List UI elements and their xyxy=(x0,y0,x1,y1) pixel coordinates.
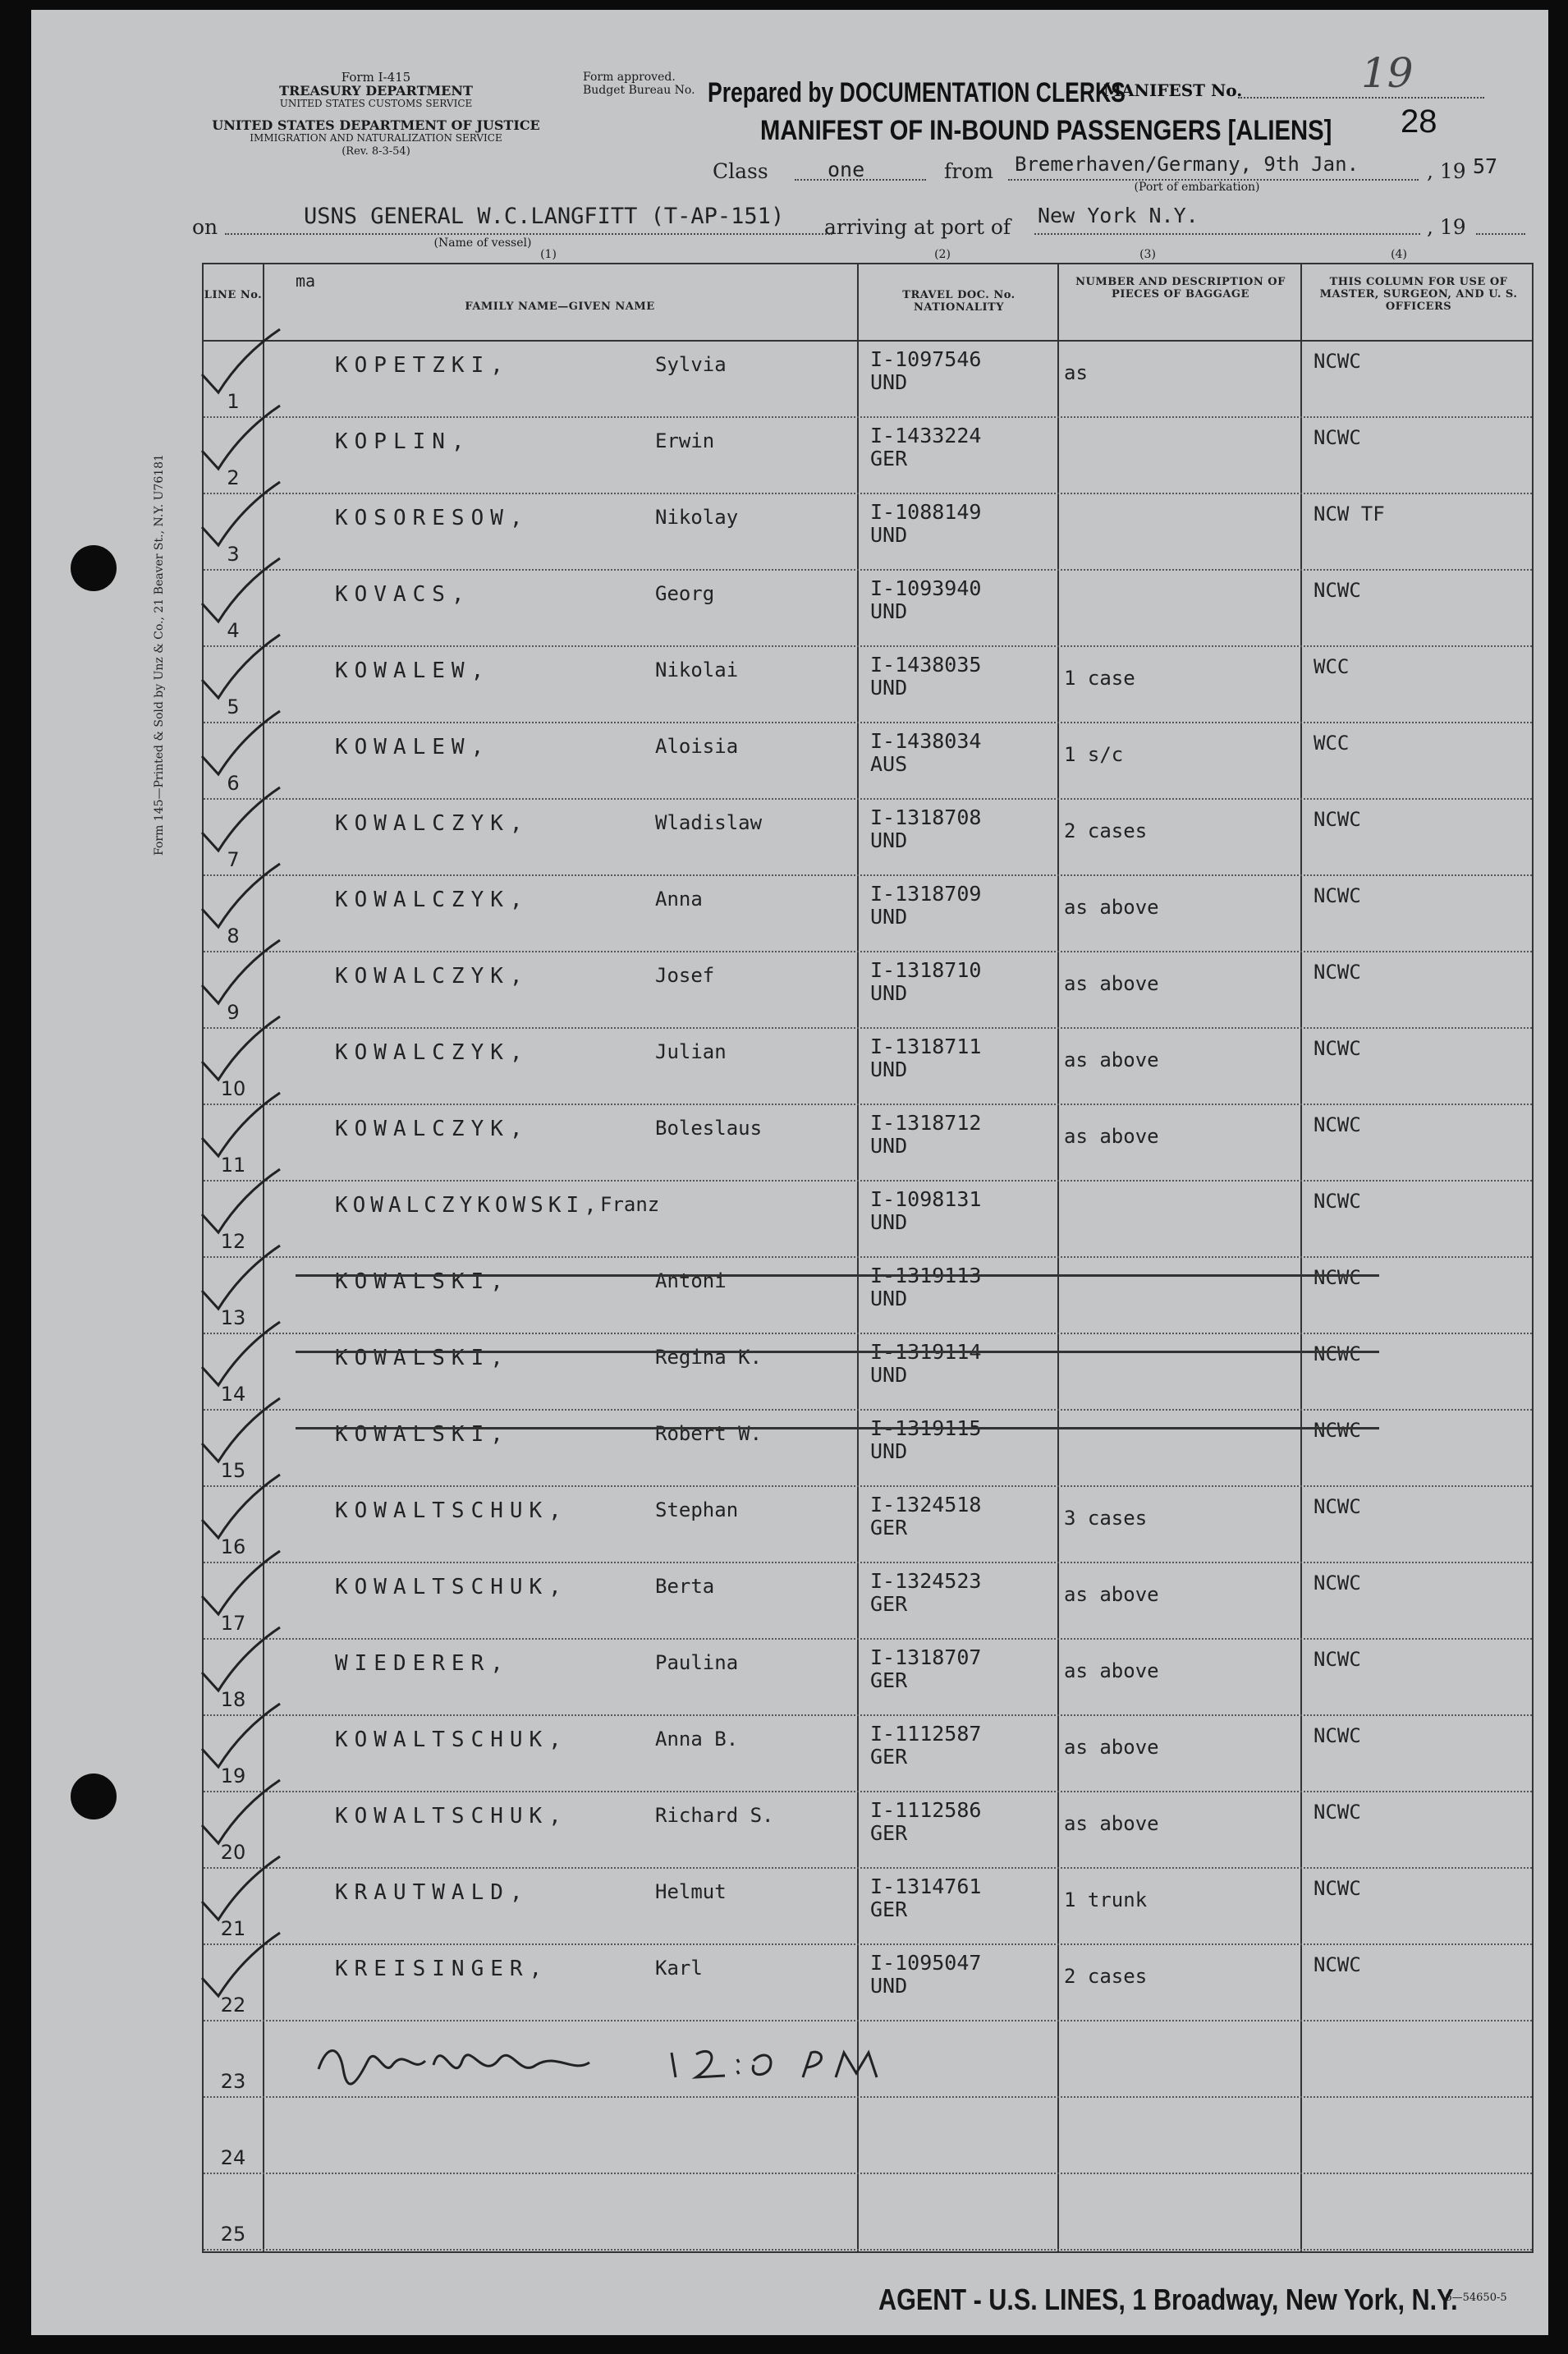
travel-doc-number: I-1095047 xyxy=(870,1951,982,1975)
inspector-signature xyxy=(310,2028,967,2094)
travel-doc xyxy=(870,1188,981,1234)
vessel-note: (Name of vessel) xyxy=(433,236,532,250)
officer-note: NCWC xyxy=(1314,350,1361,373)
col-name-header: FAMILY NAME—GIVEN NAME xyxy=(465,301,655,313)
nationality: UND xyxy=(870,1439,908,1463)
travel-doc xyxy=(870,348,981,394)
travel-doc xyxy=(870,1723,981,1769)
family-name: KOWALTSCHUK, xyxy=(335,1498,568,1523)
line-number: 4 xyxy=(227,619,240,642)
class-label: Class xyxy=(713,159,768,183)
vessel-name: USNS GENERAL W.C.LANGFITT (T-AP-151) xyxy=(304,204,785,229)
table-row xyxy=(204,1869,1532,1945)
family-name: KOWALTSCHUK, xyxy=(335,1728,568,1752)
table-row xyxy=(204,952,1532,1029)
form-approved: Form approved. xyxy=(583,71,676,84)
given-name: Paulina xyxy=(655,1651,739,1674)
travel-doc xyxy=(870,577,981,623)
given-name: Regina K. xyxy=(655,1346,763,1369)
baggage-description: 1 trunk xyxy=(1064,1888,1148,1911)
col-baggage-header: NUMBER AND DESCRIPTION OF PIECES OF BAGGAGE xyxy=(1075,276,1286,301)
travel-doc xyxy=(870,1264,981,1310)
family-name: KOPLIN, xyxy=(335,429,471,454)
table-row xyxy=(204,1792,1532,1869)
line-number: 2 xyxy=(227,466,240,489)
officer-note: NCWC xyxy=(1314,1724,1361,1747)
baggage-description: as above xyxy=(1064,1659,1159,1682)
col-ma-mark: ma xyxy=(296,271,316,291)
nationality: UND xyxy=(870,905,908,929)
travel-doc-number: I-1438034 xyxy=(870,729,982,753)
line-number: 5 xyxy=(227,695,240,718)
check-mark-icon xyxy=(194,783,284,857)
travel-doc-number: I-1112586 xyxy=(870,1798,982,1822)
check-mark-icon xyxy=(194,1623,284,1697)
given-name: Franz xyxy=(600,1193,660,1216)
family-name: WIEDERER, xyxy=(335,1651,510,1676)
arriving-label: arriving at port of xyxy=(824,215,1011,239)
check-mark-icon xyxy=(194,1852,284,1926)
baggage-col-number: (3) xyxy=(1139,248,1156,261)
travel-doc xyxy=(870,501,981,547)
port-value: New York N.Y. xyxy=(1038,204,1199,227)
baggage-description: as above xyxy=(1064,1125,1159,1148)
table-row xyxy=(204,1640,1532,1716)
line-number: 18 xyxy=(220,1688,246,1711)
line-number: 1 xyxy=(227,390,240,413)
check-mark-icon xyxy=(194,1241,284,1315)
table-row xyxy=(204,1411,1532,1487)
year-prefix: , 19 xyxy=(1427,159,1466,183)
line-number: 8 xyxy=(227,925,240,948)
nationality: UND xyxy=(870,599,908,623)
revision: (Rev. 8-3-54) xyxy=(342,145,410,158)
line-number: 10 xyxy=(220,1077,246,1100)
table-row xyxy=(204,1945,1532,2021)
given-name: Berta xyxy=(655,1575,715,1598)
travel-doc-number: I-1433224 xyxy=(870,424,982,447)
line-number: 16 xyxy=(220,1535,246,1558)
travel-doc xyxy=(870,1952,981,1998)
family-name: KOWALTSCHUK, xyxy=(335,1575,568,1599)
justice-dept: UNITED STATES DEPARTMENT OF JUSTICE xyxy=(212,117,540,133)
manifest-no-handwritten: 19 xyxy=(1361,49,1414,97)
from-value: Bremerhaven/Germany, 9th Jan. xyxy=(1015,153,1359,176)
family-name: KOPETZKI, xyxy=(335,353,510,378)
family-name: KOWALCZYK, xyxy=(335,1040,530,1065)
given-name: Erwin xyxy=(655,429,715,452)
nationality: GER xyxy=(870,1516,908,1540)
given-name: Robert W. xyxy=(655,1422,763,1445)
check-mark-icon xyxy=(194,1394,284,1468)
travel-doc-number: I-1318707 xyxy=(870,1645,982,1669)
baggage-description: 3 cases xyxy=(1064,1507,1148,1530)
travel-doc-number: I-1319114 xyxy=(870,1340,982,1364)
given-name: Aloisia xyxy=(655,735,739,758)
table-row xyxy=(204,1105,1532,1182)
given-name: Nikolay xyxy=(655,506,739,529)
nationality: GER xyxy=(870,1897,908,1921)
line-number: 21 xyxy=(220,1917,246,1940)
family-name: KOWALSKI, xyxy=(335,1269,510,1294)
travel-doc xyxy=(870,1494,981,1540)
travel-doc-number: I-1318710 xyxy=(870,958,982,982)
nationality: GER xyxy=(870,1592,908,1616)
table-row xyxy=(204,1258,1532,1334)
baggage-description: 1 s/c xyxy=(1064,743,1124,766)
vessel-line xyxy=(225,233,832,235)
family-name: KOWALCZYK, xyxy=(335,1117,530,1141)
year-suffix: 57 xyxy=(1473,154,1498,178)
travel-doc-number: I-1088149 xyxy=(870,500,982,524)
line-number: 17 xyxy=(220,1612,246,1635)
officer-note: NCWC xyxy=(1314,1801,1361,1824)
given-name: Anna xyxy=(655,888,703,911)
table-row xyxy=(204,571,1532,647)
manifest-title: MANIFEST OF IN-BOUND PASSENGERS [ALIENS] xyxy=(760,115,1332,146)
check-mark-icon xyxy=(194,402,284,475)
travel-doc xyxy=(870,1417,981,1463)
embarkation-note: (Port of embarkation) xyxy=(1134,181,1260,194)
travel-doc-number: I-1318712 xyxy=(870,1111,982,1135)
given-name: Helmut xyxy=(655,1880,727,1903)
travel-doc-number: I-1318708 xyxy=(870,805,982,829)
family-name: KOSORESOW, xyxy=(335,506,530,530)
manifest-page xyxy=(31,10,1548,2335)
travel-doc-number: I-1324518 xyxy=(870,1493,982,1517)
officer-note: NCWC xyxy=(1314,1648,1361,1671)
table-row xyxy=(204,2174,1532,2251)
baggage-description: as above xyxy=(1064,1812,1159,1835)
baggage-description: 2 cases xyxy=(1064,819,1148,842)
baggage-description: as above xyxy=(1064,1583,1159,1606)
manifest-no-label: MANIFEST No. xyxy=(1103,80,1243,100)
nationality: UND xyxy=(870,1210,908,1234)
officer-note: NCWC xyxy=(1314,1495,1361,1518)
check-mark-icon xyxy=(194,1700,284,1774)
nationality: UND xyxy=(870,370,908,394)
officer-note: NCWC xyxy=(1314,884,1361,907)
nationality: UND xyxy=(870,981,908,1005)
baggage-description: 2 cases xyxy=(1064,1965,1148,1988)
customs-service: UNITED STATES CUSTOMS SERVICE xyxy=(279,98,473,109)
table-row xyxy=(204,1487,1532,1563)
check-mark-icon xyxy=(194,478,284,552)
table-row xyxy=(204,2098,1532,2174)
travel-doc xyxy=(870,1875,981,1921)
family-name: KOWALSKI, xyxy=(335,1346,510,1370)
officer-note: NCWC xyxy=(1314,1190,1361,1213)
travel-doc-number: I-1324523 xyxy=(870,1569,982,1593)
page-number: 28 xyxy=(1401,103,1437,140)
manifest-no-line xyxy=(1238,97,1484,99)
officer-note: WCC xyxy=(1314,732,1350,755)
treasury-dept: TREASURY DEPARTMENT xyxy=(279,83,473,99)
class-value: one xyxy=(828,158,865,181)
nationality: UND xyxy=(870,828,908,852)
nationality: UND xyxy=(870,1287,908,1310)
travel-doc xyxy=(870,730,981,776)
line-number: 14 xyxy=(220,1383,246,1406)
travel-doc xyxy=(870,1570,981,1616)
col-line-header: LINE No. xyxy=(204,289,263,301)
given-name: Nikolai xyxy=(655,658,739,681)
given-name: Josef xyxy=(655,964,715,987)
travel-doc-number: I-1319113 xyxy=(870,1264,982,1287)
officer-note: NCWC xyxy=(1314,1037,1361,1060)
check-mark-icon xyxy=(194,1318,284,1392)
budget-bureau: Budget Bureau No. xyxy=(583,84,695,97)
strike-through xyxy=(296,1351,1379,1353)
on-label: on xyxy=(192,215,218,239)
line-number: 9 xyxy=(227,1001,240,1024)
ins-service: IMMIGRATION AND NATURALIZATION SERVICE xyxy=(250,132,502,144)
from-label: from xyxy=(944,159,993,183)
travel-doc xyxy=(870,1341,981,1387)
check-mark-icon xyxy=(194,1929,284,2003)
table-row xyxy=(204,1563,1532,1640)
travel-doc-number: I-1098131 xyxy=(870,1187,982,1211)
family-name: KOWALTSCHUK, xyxy=(335,1804,568,1829)
baggage-description: as above xyxy=(1064,1736,1159,1759)
baggage-description: as above xyxy=(1064,1049,1159,1071)
table-row xyxy=(204,876,1532,952)
given-name: Stephan xyxy=(655,1498,739,1521)
check-mark-icon xyxy=(194,1165,284,1239)
travel-doc xyxy=(870,424,981,470)
line-number: 15 xyxy=(220,1459,246,1482)
table-row xyxy=(204,1029,1532,1105)
signature-handwriting xyxy=(310,2028,967,2094)
table-row xyxy=(204,800,1532,876)
officer-note: NCWC xyxy=(1314,1419,1361,1442)
officer-note: NCWC xyxy=(1314,1953,1361,1976)
check-mark-icon xyxy=(194,325,284,399)
arrive-year: , 19 xyxy=(1427,215,1466,239)
line-number: 23 xyxy=(220,2070,246,2093)
nationality: UND xyxy=(870,1134,908,1158)
line-number: 3 xyxy=(227,543,240,566)
family-name: KOVACS, xyxy=(335,582,471,607)
check-mark-icon xyxy=(194,860,284,934)
line-number: 12 xyxy=(220,1230,246,1253)
officers-col-number: (4) xyxy=(1391,248,1407,261)
family-name: KOWALSKI, xyxy=(335,1422,510,1447)
passenger-table xyxy=(202,263,1534,2253)
form-number: Form I-415 xyxy=(341,70,411,85)
given-name: Georg xyxy=(655,582,715,605)
officer-note: NCWC xyxy=(1314,961,1361,984)
travel-doc xyxy=(870,1112,981,1158)
baggage-description: as above xyxy=(1064,972,1159,995)
check-mark-icon xyxy=(194,936,284,1010)
family-name: KOWALCZYK, xyxy=(335,964,530,989)
col-officers-header: THIS COLUMN FOR USE OF MASTER, SURGEON, AND U. S. OFFICERS xyxy=(1319,276,1518,313)
strike-through xyxy=(296,1427,1379,1429)
check-mark-icon xyxy=(194,1776,284,1850)
given-name: Julian xyxy=(655,1040,727,1063)
line-number: 20 xyxy=(220,1841,246,1864)
line-number: 25 xyxy=(220,2223,246,2246)
punch-hole xyxy=(71,1774,117,1819)
travel-doc-number: I-1314761 xyxy=(870,1874,982,1898)
travel-doc xyxy=(870,1799,981,1845)
officer-note: NCWC xyxy=(1314,1342,1361,1365)
family-name: KOWALEW, xyxy=(335,658,491,683)
officer-note: NCWC xyxy=(1314,426,1361,449)
baggage-description: as xyxy=(1064,361,1088,384)
table-row xyxy=(204,418,1532,494)
arrive-year-line xyxy=(1476,233,1525,235)
family-name: KOWALEW, xyxy=(335,735,491,759)
nationality: GER xyxy=(870,1821,908,1845)
agent-footer: AGENT - U.S. LINES, 1 Broadway, New York, N.Y. xyxy=(878,2283,1458,2316)
line-number: 22 xyxy=(220,1994,246,2017)
check-mark-icon xyxy=(194,1012,284,1086)
nationality: UND xyxy=(870,1058,908,1081)
family-name: KOWALCZYK, xyxy=(335,811,530,836)
travel-doc-number: I-1319115 xyxy=(870,1416,982,1440)
travel-doc-number: I-1318709 xyxy=(870,882,982,906)
travel-doc-number: I-1318711 xyxy=(870,1035,982,1058)
nationality: UND xyxy=(870,523,908,547)
strike-through xyxy=(296,1274,1379,1277)
given-name: Wladislaw xyxy=(655,811,763,834)
check-mark-icon xyxy=(194,554,284,628)
nationality: UND xyxy=(870,1363,908,1387)
check-mark-icon xyxy=(194,1547,284,1621)
family-name: KOWALCZYKOWSKI, xyxy=(335,1193,602,1218)
baggage-description: 1 case xyxy=(1064,667,1135,690)
line-number: 11 xyxy=(220,1154,246,1177)
line-number: 19 xyxy=(220,1764,246,1787)
table-row xyxy=(204,647,1532,723)
travel-doc xyxy=(870,1035,981,1081)
nationality: GER xyxy=(870,1745,908,1769)
travel-doc-number: I-1097546 xyxy=(870,347,982,371)
officer-note: NCWC xyxy=(1314,579,1361,602)
clerks-stamp: Prepared by DOCUMENTATION CLERKS xyxy=(708,77,1126,108)
vessel-col-number: (1) xyxy=(540,248,557,261)
baggage-description: as above xyxy=(1064,896,1159,919)
punch-hole xyxy=(71,545,117,591)
given-name: Antoni xyxy=(655,1269,727,1292)
travel-doc xyxy=(870,883,981,929)
travel-doc xyxy=(870,1646,981,1692)
nationality: GER xyxy=(870,1668,908,1692)
family-name: KRAUTWALD, xyxy=(335,1880,530,1905)
table-row xyxy=(204,1716,1532,1792)
nationality: UND xyxy=(870,676,908,700)
given-name: Karl xyxy=(655,1957,703,1980)
family-name: KOWALCZYK, xyxy=(335,888,530,912)
officer-note: NCWC xyxy=(1314,1877,1361,1900)
row-rule xyxy=(204,2249,1532,2251)
given-name: Boleslaus xyxy=(655,1117,763,1140)
travel-doc-number: I-1093940 xyxy=(870,576,982,600)
officer-note: NCWC xyxy=(1314,808,1361,831)
given-name: Anna B. xyxy=(655,1728,739,1751)
officer-note: NCWC xyxy=(1314,1572,1361,1595)
officer-note: WCC xyxy=(1314,655,1350,678)
travel-doc xyxy=(870,654,981,700)
officer-note: NCW TF xyxy=(1314,502,1385,525)
doc-col-number: (2) xyxy=(934,248,951,261)
family-name: KREISINGER, xyxy=(335,1957,549,1981)
given-name: Sylvia xyxy=(655,353,727,376)
table-row xyxy=(204,1182,1532,1258)
table-row xyxy=(204,723,1532,800)
check-mark-icon xyxy=(194,631,284,704)
line-number: 6 xyxy=(227,772,240,795)
side-print: Form 145—Printed & Sold by Unz & Co., 21 Beaver St., N.Y. U76181 xyxy=(153,454,166,856)
check-mark-icon xyxy=(194,707,284,781)
officer-note: NCWC xyxy=(1314,1266,1361,1289)
table-row xyxy=(204,1334,1532,1411)
nationality: UND xyxy=(870,1974,908,1998)
nationality: AUS xyxy=(870,752,908,776)
travel-doc xyxy=(870,806,981,852)
line-number: 24 xyxy=(220,2146,246,2169)
print-code: 6—54650-5 xyxy=(1445,2292,1507,2304)
check-mark-icon xyxy=(194,1089,284,1163)
line-number: 7 xyxy=(227,848,240,871)
col-doc-header: TRAVEL DOC. No. NATIONALITY xyxy=(902,289,1016,314)
check-mark-icon xyxy=(194,1471,284,1544)
given-name: Richard S. xyxy=(655,1804,774,1827)
travel-doc-number: I-1438035 xyxy=(870,653,982,677)
travel-doc xyxy=(870,959,981,1005)
table-row xyxy=(204,342,1532,418)
table-row xyxy=(204,494,1532,571)
travel-doc-number: I-1112587 xyxy=(870,1722,982,1746)
nationality: GER xyxy=(870,447,908,470)
line-number: 13 xyxy=(220,1306,246,1329)
officer-note: NCWC xyxy=(1314,1113,1361,1136)
port-line xyxy=(1034,233,1420,235)
